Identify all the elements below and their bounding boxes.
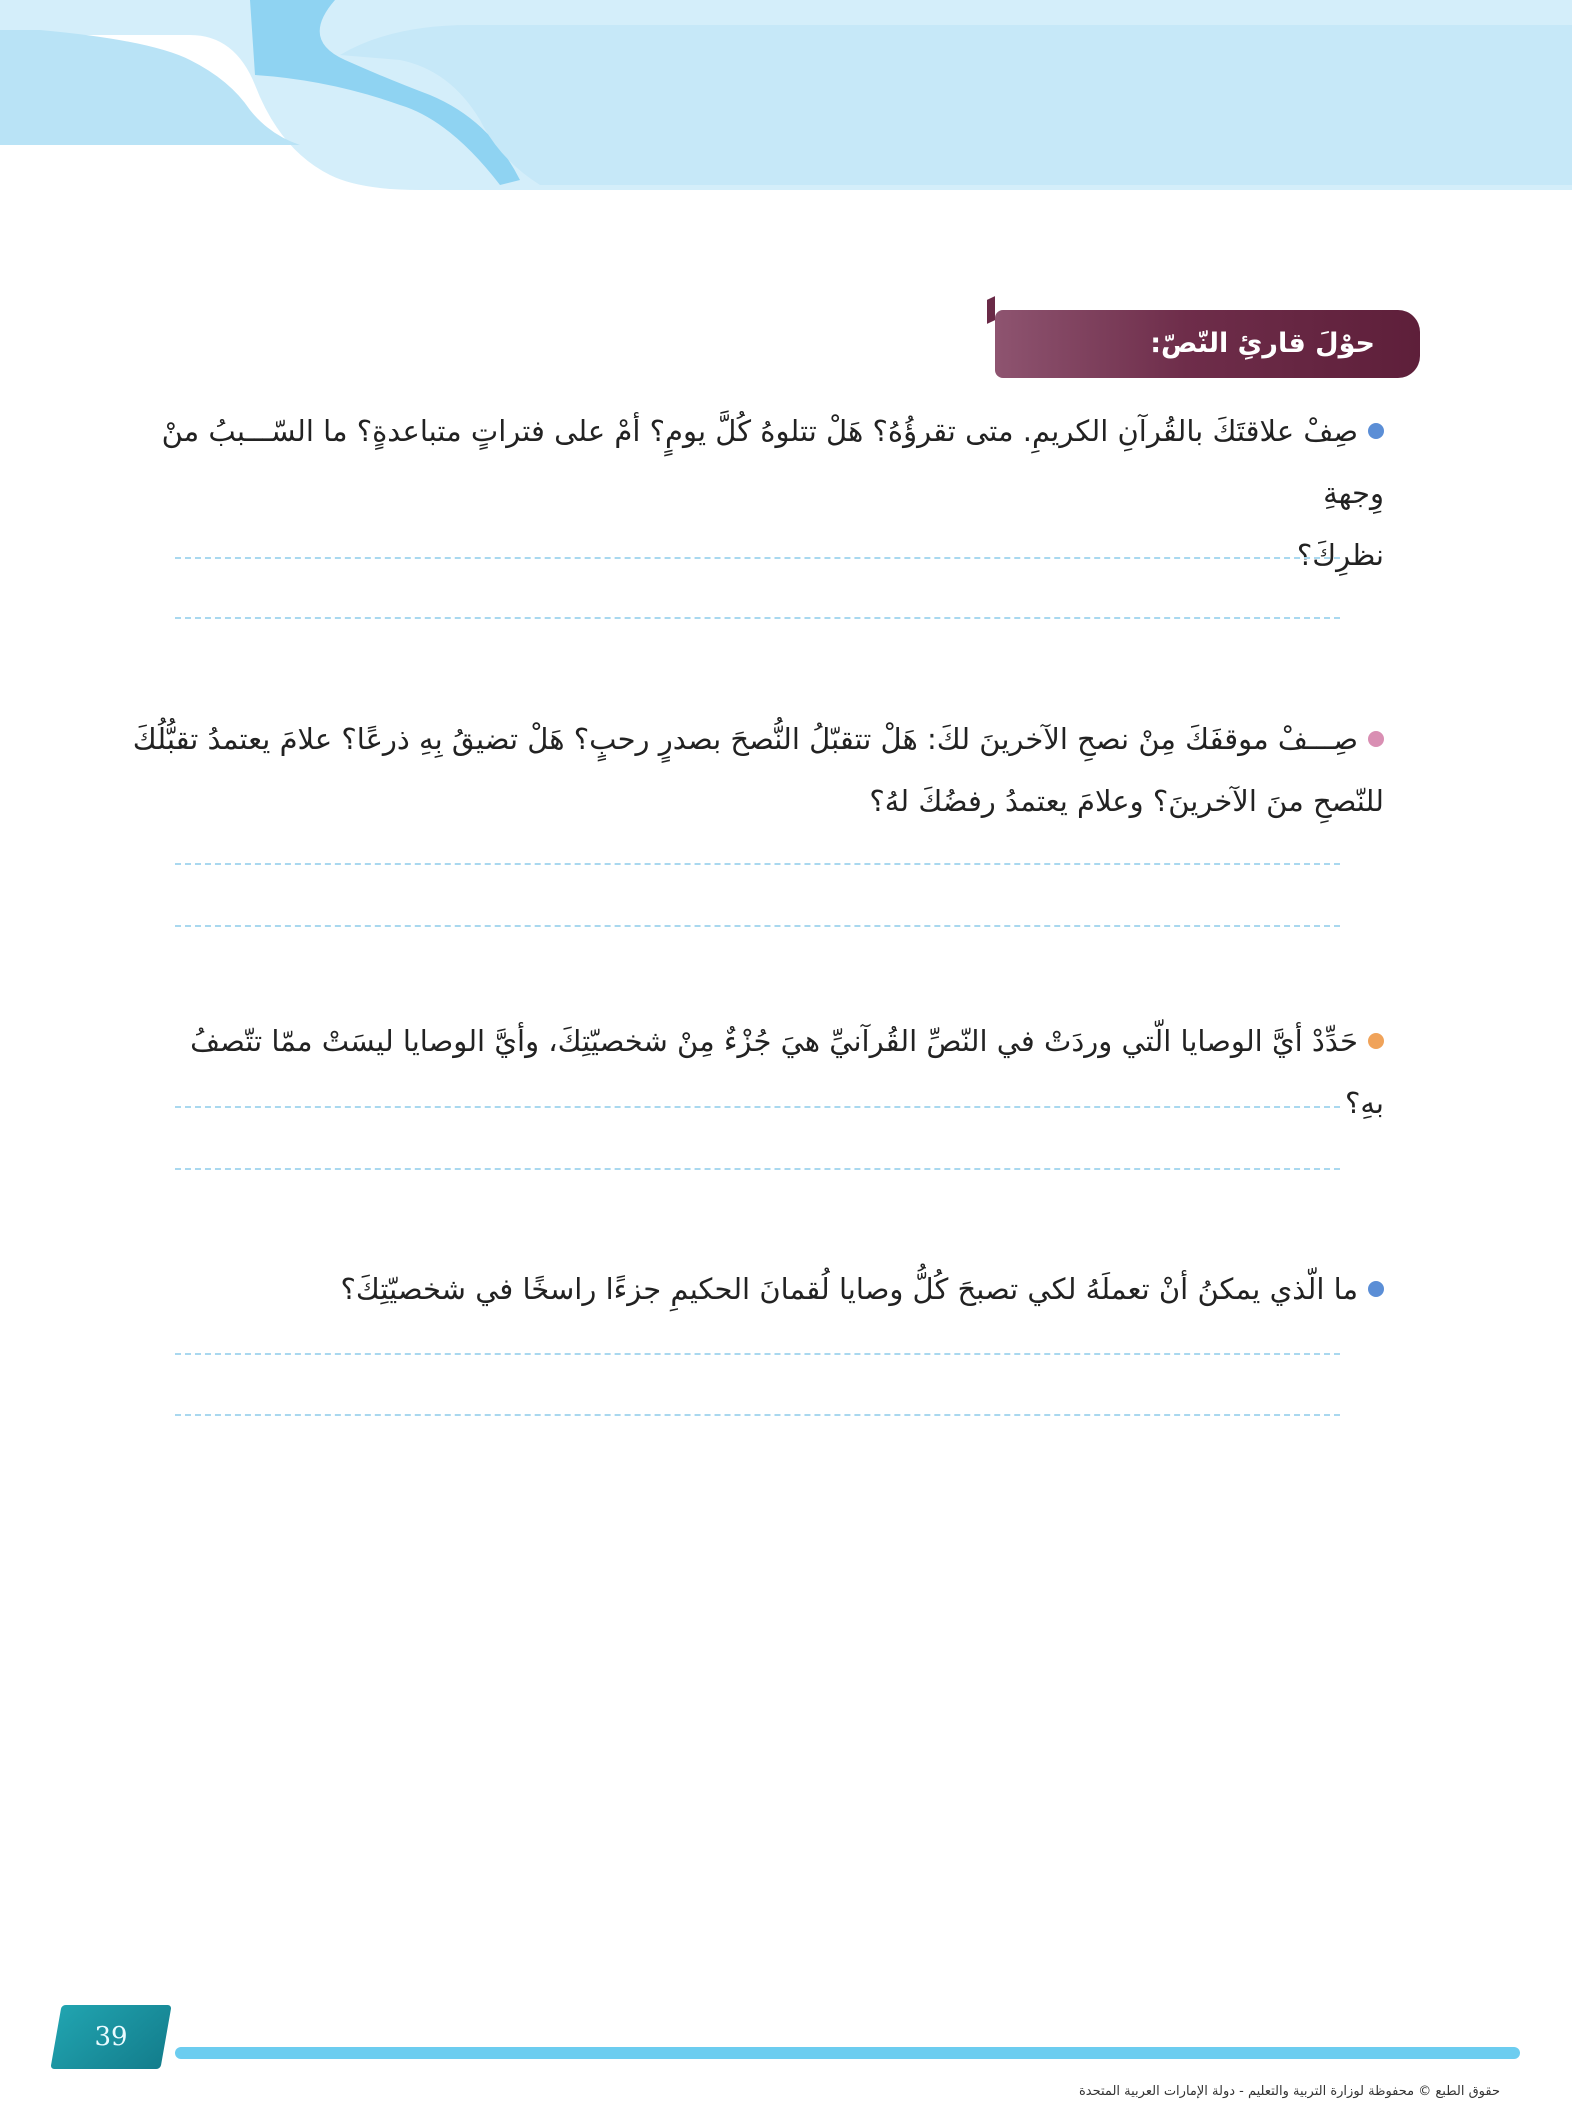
answer-line[interactable] — [175, 863, 1340, 865]
answer-line[interactable] — [175, 1106, 1340, 1108]
question-text — [124, 708, 1384, 832]
answer-line[interactable] — [175, 1414, 1340, 1416]
question-line: صِفْ علاقتَكَ بالقُرآنِ الكريمِ. متى تقرؤُهُ؟ هَلْ تتلوهُ كُلَّ يومٍ؟ أمْ على فتراتٍ متباعدةٍ؟ ما السّـــببُ منْ وِجهةِ — [161, 414, 1384, 510]
question-line: للنّصحِ منَ الآخرينَ؟ وعلامَ يعتمدُ رفضُكَ لهُ؟ — [869, 784, 1384, 818]
question-4 — [144, 1258, 1384, 1320]
bullet-dot-icon — [1368, 731, 1384, 747]
bullet-dot-icon — [1368, 1281, 1384, 1297]
question-text — [144, 1010, 1384, 1134]
answer-line[interactable] — [175, 925, 1340, 927]
answer-line[interactable] — [175, 1168, 1340, 1170]
bottom-bar — [175, 2047, 1520, 2059]
answer-line[interactable] — [175, 617, 1340, 619]
question-3 — [144, 1010, 1384, 1134]
question-line: صِـــفْ موقفَكَ مِنْ نصحِ الآخرينَ لكَ: هَلْ تتقبّلُ النُّصحَ بصدرٍ رحبٍ؟ هَلْ تضيقُ بِهِ ذرعًا؟ علامَ يعتمدُ تقبُّلُكَ — [132, 722, 1358, 756]
section-title: حوْلَ قارئِ النّصّ: — [995, 310, 1420, 378]
question-text — [144, 1258, 1384, 1320]
answer-line[interactable] — [175, 557, 1340, 559]
question-line: نظرِكَ؟ — [1296, 538, 1384, 572]
bullet-dot-icon — [1368, 1033, 1384, 1049]
copyright-notice: حقوق الطبع © محفوظة لوزارة التربية والتعليم - دولة الإمارات العربية المتحدة — [1078, 2084, 1500, 2099]
top-banner — [0, 0, 1572, 230]
banner-shape-top-right — [340, 25, 1572, 185]
bullet-dot-icon — [1368, 423, 1384, 439]
question-line: ما الّذي يمكنُ أنْ تعملَهُ لكي تصبحَ كُلُّ وصايا لُقمانَ الحكيمِ جزءًا راسخًا في شخصيّتِكَ؟ — [340, 1272, 1358, 1306]
question-2 — [124, 708, 1384, 832]
answer-line[interactable] — [175, 1353, 1340, 1355]
question-line: حَدِّدْ أيَّ الوصايا الّتي وردَتْ في النّصِّ القُرآنيِّ هيَ جُزْءٌ مِنْ شخصيّتِكَ، وأيَّ الوصايا ليسَتْ ممّا تتّصفُ بهِ؟ — [190, 1024, 1384, 1120]
banner-shape-white-arc — [0, 190, 300, 230]
page-number: 39 — [94, 2022, 128, 2052]
